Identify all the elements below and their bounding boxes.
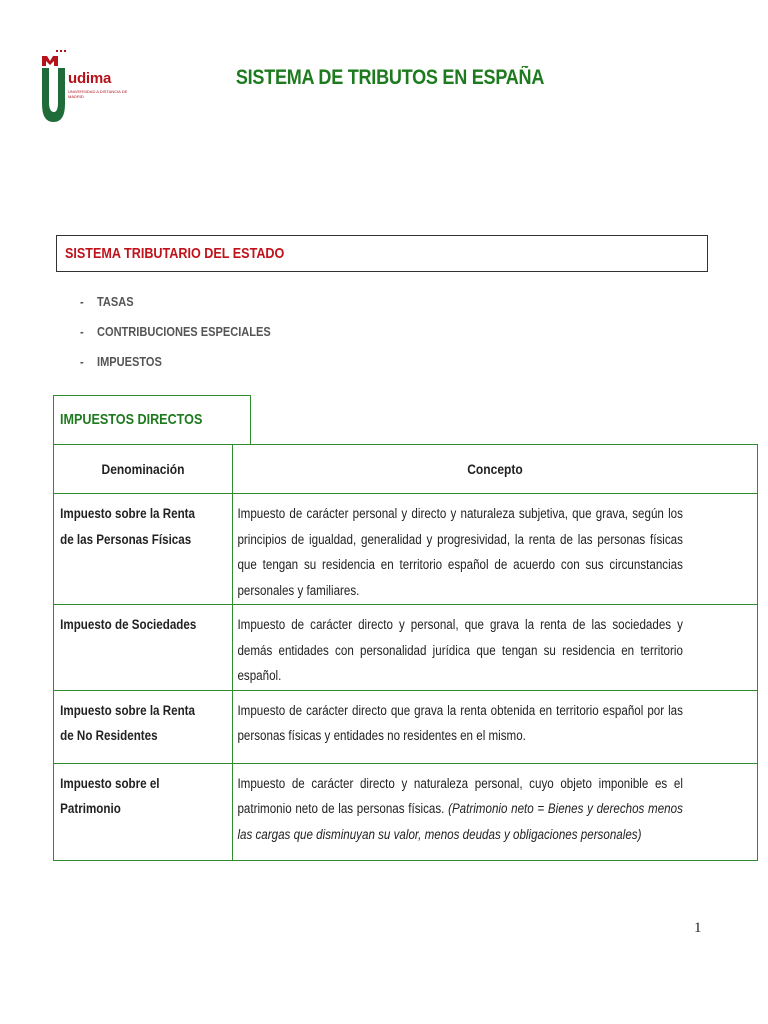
page-title: SISTEMA DE TRIBUTOS EN ESPAÑA <box>235 66 545 89</box>
impuestos-directos-tab <box>53 395 251 445</box>
column-header-concepto: Concepto <box>233 445 758 494</box>
row-name-cell: Impuesto de Sociedades <box>54 605 233 691</box>
row-name-cell: Impuesto sobre la Renta de las Personas Físicas <box>54 494 233 605</box>
list-item <box>80 324 271 354</box>
list-dash: - <box>80 324 84 339</box>
list-dash: - <box>80 294 84 309</box>
table-header-row <box>54 445 758 494</box>
tributos-list <box>80 294 304 384</box>
row-name-cell: Impuesto sobre el Patrimonio <box>54 763 233 860</box>
list-dash: - <box>80 354 84 369</box>
concept-note: (Patrimonio neto = Bienes y derechos menos las cargas que disminuyan su valor, menos deudas y obligaciones personales) <box>237 801 683 842</box>
list-item <box>80 354 271 384</box>
column-header-denominacion: Denominación <box>54 445 233 494</box>
row-name-cell: Impuesto sobre la Renta de No Residentes <box>54 690 233 763</box>
row-concept-cell <box>233 605 758 691</box>
page-number: 1 <box>694 920 702 936</box>
row-concept-cell <box>233 763 758 860</box>
concept-text: Impuesto de carácter directo que grava la renta obtenida en territorio español por las personas físicas y entidades no residentes en el mismo. <box>237 702 683 743</box>
concept-text: Impuesto de carácter directo y naturaleza personal, cuyo objeto imponible es el patrimonio neto de las personas físicas. <box>237 775 683 816</box>
row-concept-cell <box>233 690 758 763</box>
concept-text: Impuesto de carácter directo y personal, que grava la renta de las sociedades y demás entidades con personalidad jurídica que tengan su residencia en territorio español. <box>237 617 683 683</box>
table-row <box>54 494 758 605</box>
table-row <box>54 605 758 691</box>
list-item <box>80 294 271 324</box>
section-title: SISTEMA TRIBUTARIO DEL ESTADO <box>65 245 285 262</box>
logo-wordmark: udima <box>68 70 112 87</box>
table-row <box>54 763 758 860</box>
row-concept-cell <box>233 494 758 605</box>
list-item-label: TASAS <box>97 294 134 309</box>
section-header-box <box>56 235 708 272</box>
list-item-label: IMPUESTOS <box>97 354 162 369</box>
tab-label: IMPUESTOS DIRECTOS <box>60 411 203 428</box>
concept-text: Impuesto de carácter personal y directo y naturaleza subjetiva, que grava, según los principios de igualdad, generalidad y progresividad, la renta de las personas físicas que tengan su residencia en territorio español de acuerdo con sus circunstancias personales y familiares. <box>237 506 683 598</box>
list-item-label: CONTRIBUCIONES ESPECIALES <box>97 324 271 339</box>
impuestos-table <box>53 444 758 861</box>
logo-subtitle: UNIVERSIDAD A DISTANCIA DE MADRID <box>68 89 128 99</box>
table-row <box>54 690 758 763</box>
